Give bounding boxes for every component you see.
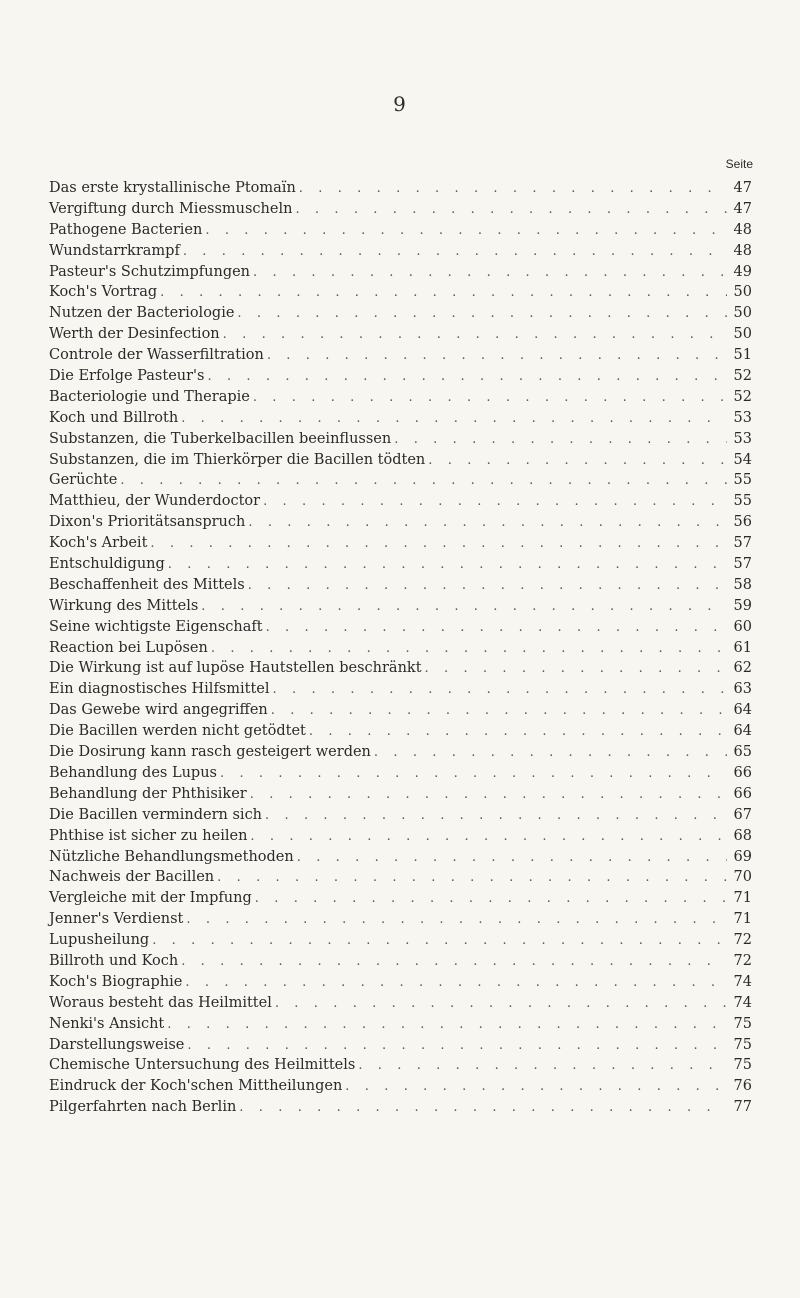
dot-leader [217,870,727,885]
toc-entry-page: 55 [733,493,752,510]
toc-entry [49,974,752,995]
dot-leader [295,202,727,217]
dot-leader [186,912,727,927]
dot-leader [345,1079,727,1094]
table-of-contents [49,180,752,1120]
dot-leader [297,850,727,865]
toc-entry-title: Entschuldigung [49,556,165,573]
toc-entry-page: 48 [733,242,752,259]
toc-entry-page: 56 [733,514,752,531]
dot-leader [255,891,727,906]
toc-entry-page: 61 [733,639,752,656]
toc-entry [49,890,752,911]
toc-entry-page: 75 [733,1015,752,1032]
dot-leader [309,724,727,739]
toc-entry-page: 50 [733,284,752,301]
toc-entry-title: Pathogene Bacterien [49,221,203,238]
toc-entry-title: Das erste krystallinische Ptomaïn [49,180,296,196]
toc-entry [49,786,752,807]
toc-entry-title: Koch's Arbeit [49,535,148,552]
toc-entry-page: 65 [733,744,752,761]
toc-entry-page: 72 [733,952,752,969]
toc-entry [49,1037,752,1058]
dot-leader [167,1017,727,1032]
toc-entry-page: 63 [733,681,752,698]
toc-entry-page: 48 [733,221,752,238]
dot-leader [275,996,727,1011]
dot-leader [271,703,727,718]
dot-leader [205,223,727,238]
toc-entry-page: 74 [733,994,752,1011]
toc-entry-page: 66 [733,785,752,802]
dot-leader [248,578,727,593]
toc-entry [49,744,752,765]
toc-entry [49,723,752,744]
toc-entry-title: Bacteriologie und Therapie [49,388,250,405]
toc-entry [49,619,752,640]
dot-leader [253,265,727,280]
toc-entry [49,660,752,681]
dot-leader [181,954,727,969]
dot-leader [220,766,727,781]
toc-entry-page: 58 [733,576,752,593]
page-column-label: Seite [725,157,753,171]
dot-leader [239,1100,727,1115]
toc-entry-page: 72 [733,932,752,949]
toc-entry-title: Beschaffenheit des Mittels [49,576,245,593]
toc-entry-title: Substanzen, die Tuberkelbacillen beeinflussen [49,430,392,447]
toc-entry [49,347,752,368]
dot-leader [265,808,727,823]
toc-entry [49,431,752,452]
toc-entry-page: 59 [733,597,752,614]
dot-leader [250,829,727,844]
toc-entry-page: 55 [733,472,752,489]
toc-entry-title: Billroth und Koch [49,952,179,969]
page-number: 9 [393,92,407,116]
toc-entry-page: 50 [733,326,752,343]
toc-entry [49,953,752,974]
toc-entry-title: Behandlung des Lupus [49,764,217,781]
toc-entry [49,869,752,890]
dot-leader [237,306,727,321]
toc-entry-title: Dixon's Prioritätsanspruch [49,514,246,531]
dot-leader [211,641,727,656]
toc-entry [49,201,752,222]
dot-leader [183,244,727,259]
toc-entry-title: Lupusheilung [49,932,150,949]
toc-entry-title: Koch's Vortrag [49,284,158,301]
toc-entry-page: 69 [733,848,752,865]
dot-leader [428,453,727,468]
toc-entry [49,264,752,285]
toc-entry-page: 51 [733,347,752,364]
toc-entry-title: Die Erfolge Pasteur's [49,368,205,385]
toc-entry [49,493,752,514]
dot-leader [185,975,727,990]
toc-entry-page: 52 [733,388,752,405]
toc-entry-title: Matthieu, der Wunderdoctor [49,493,261,510]
toc-entry-title: Die Bacillen werden nicht getödtet [49,723,306,740]
toc-entry-title: Woraus besteht das Heilmittel [49,994,272,1011]
toc-entry-page: 71 [733,911,752,928]
dot-leader [266,620,727,635]
dot-leader [273,682,727,697]
toc-entry [49,452,752,473]
toc-entry [49,389,752,410]
toc-entry-title: Nützliche Behandlungsmethoden [49,848,294,865]
toc-entry-title: Ein diagnostisches Hilfsmittel [49,681,270,698]
dot-leader [201,599,727,614]
dot-leader [160,285,727,300]
toc-entry-title: Chemische Untersuchung des Heilmittels [49,1057,356,1074]
toc-entry-title: Substanzen, die im Thierkörper die Bacillen tödten [49,451,426,468]
toc-entry-page: 57 [733,556,752,573]
toc-entry [49,932,752,953]
toc-entry-title: Nenki's Ansicht [49,1015,165,1032]
toc-entry [49,556,752,577]
toc-entry-title: Phthise ist sicher zu heilen [49,827,248,844]
toc-entry-title: Nachweis der Bacillen [49,869,215,886]
toc-entry-page: 68 [733,827,752,844]
toc-entry [49,702,752,723]
toc-entry-title: Die Wirkung ist auf lupöse Hautstellen beschränkt [49,660,422,677]
dot-leader [267,348,727,363]
toc-entry-page: 49 [733,263,752,280]
dot-leader [299,181,727,196]
toc-entry [49,305,752,326]
toc-entry-title: Behandlung der Phthisiker [49,785,247,802]
toc-entry-page: 53 [733,409,752,426]
toc-entry-title: Wirkung des Mittels [49,597,199,614]
dot-leader [253,390,727,405]
toc-entry-page: 70 [733,869,752,886]
toc-entry [49,1057,752,1078]
toc-entry-page: 64 [733,723,752,740]
toc-entry [49,535,752,556]
toc-entry-title: Darstellungsweise [49,1036,185,1053]
toc-entry-title: Vergiftung durch Miessmuscheln [49,200,293,217]
toc-entry [49,243,752,264]
toc-entry-title: Nutzen der Bacteriologie [49,305,235,322]
toc-entry-page: 47 [733,180,752,196]
toc-entry-page: 76 [733,1078,752,1095]
toc-entry-title: Jenner's Verdienst [49,911,184,928]
toc-entry-page: 75 [733,1036,752,1053]
toc-entry-page: 67 [733,806,752,823]
toc-entry-page: 47 [733,200,752,217]
toc-entry-page: 60 [733,618,752,635]
dot-leader [425,661,727,676]
toc-entry-title: Seine wichtigste Eigenschaft [49,618,263,635]
toc-entry [49,514,752,535]
toc-entry-page: 54 [733,451,752,468]
dot-leader [374,745,727,760]
toc-entry [49,180,752,201]
toc-entry-page: 57 [733,535,752,552]
toc-entry-page: 74 [733,973,752,990]
toc-entry [49,765,752,786]
toc-entry [49,1078,752,1099]
toc-entry-title: Gerüchte [49,472,118,489]
dot-leader [187,1038,727,1053]
dot-leader [181,411,727,426]
toc-entry-page: 75 [733,1057,752,1074]
toc-entry [49,577,752,598]
toc-entry-title: Das Gewebe wird angegriffen [49,702,268,719]
toc-entry [49,326,752,347]
toc-entry-page: 53 [733,430,752,447]
dot-leader [168,557,727,572]
toc-entry [49,368,752,389]
toc-entry [49,681,752,702]
toc-entry-title: Die Dosirung kann rasch gesteigert werden [49,744,371,761]
toc-entry [49,222,752,243]
toc-entry [49,472,752,493]
toc-entry-page: 62 [733,660,752,677]
toc-entry [49,1016,752,1037]
toc-entry-page: 71 [733,890,752,907]
toc-entry-title: Pilgerfahrten nach Berlin [49,1099,237,1116]
dot-leader [150,536,727,551]
toc-entry-page: 77 [733,1099,752,1116]
toc-entry [49,911,752,932]
dot-leader [263,494,727,509]
dot-leader [248,515,727,530]
toc-entry-page: 64 [733,702,752,719]
toc-entry-title: Die Bacillen vermindern sich [49,806,263,823]
toc-entry-title: Eindruck der Koch'schen Mittheilungen [49,1078,343,1095]
toc-entry-title: Koch's Biographie [49,973,183,990]
dot-leader [223,327,727,342]
toc-entry-title: Reaction bei Lupösen [49,639,208,656]
toc-entry-title: Controle der Wasserfiltration [49,347,264,364]
dot-leader [394,432,727,447]
dot-leader [207,369,727,384]
toc-entry [49,1099,752,1120]
dot-leader [120,473,727,488]
toc-entry [49,640,752,661]
toc-entry-page: 50 [733,305,752,322]
toc-entry-title: Koch und Billroth [49,409,179,426]
toc-entry [49,284,752,305]
dot-leader [250,787,727,802]
toc-entry-title: Wundstarrkrampf [49,242,180,259]
toc-entry-title: Vergleiche mit der Impfung [49,890,252,907]
toc-entry [49,598,752,619]
toc-entry-page: 52 [733,368,752,385]
toc-entry [49,849,752,870]
toc-entry [49,995,752,1016]
toc-entry-title: Werth der Desinfection [49,326,220,343]
dot-leader [152,933,727,948]
toc-entry [49,410,752,431]
toc-entry [49,807,752,828]
toc-entry-title: Pasteur's Schutzimpfungen [49,263,251,280]
toc-entry [49,828,752,849]
toc-entry-page: 66 [733,764,752,781]
dot-leader [358,1058,727,1073]
